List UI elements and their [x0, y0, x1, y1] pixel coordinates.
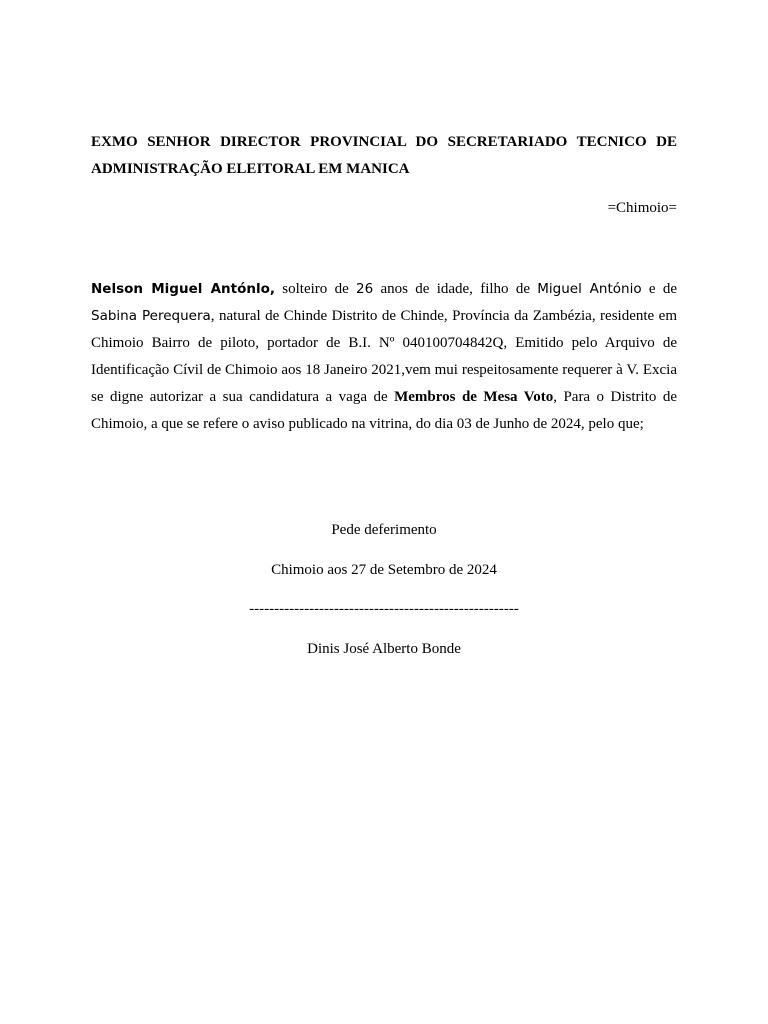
- heading-line-2: ADMINISTRAÇÃO ELEITORAL EM MANICA: [91, 161, 410, 177]
- date-line: Chimoio aos 27 de Setembro de 2024: [271, 562, 497, 578]
- body-text-3: e de: [641, 281, 677, 297]
- body-text-4: , natural de Chinde Distrito de Chinde, Província da Zambézia, residente em Chimoio Bairro de piloto, portador de B.I. Nº 040100704842Q, Emitido pelo Arquivo de Identificação Cívil de Chimoio aos 18 Janeiro 2021,vem mui respeitosamente requerer à V. Excia se digne autorizar a sua candidatura a vaga de: [91, 308, 677, 405]
- body-text-1: solteiro de: [275, 281, 357, 297]
- signature-line: ------------------------------------------------------: [249, 601, 519, 617]
- position-applied: Membros de Mesa Voto: [394, 389, 554, 405]
- letter-heading: [91, 129, 677, 183]
- heading-line-1: EXMO SENHOR DIRECTOR PROVINCIAL DO SECRETARIADO TECNICO DE: [91, 134, 677, 150]
- applicant-age: 26: [356, 281, 374, 297]
- letter-body: [91, 276, 677, 438]
- signatory-name: Dinis José Alberto Bonde: [307, 641, 461, 657]
- body-text-2: anos de idade, filho de: [373, 281, 538, 297]
- request-line: Pede deferimento: [331, 522, 437, 538]
- body-text-5: , Para o Distrito de Chimoio, a que se refere o aviso publicado na vitrina, do dia 03 de Junho de 2024, pelo que;: [91, 389, 677, 432]
- mother-name: Sabina Perequera: [91, 308, 211, 324]
- father-name: Miguel António: [537, 281, 642, 297]
- location-line: =Chimoio=: [607, 200, 677, 216]
- applicant-name: Nelson Miguel Antónlo,: [91, 281, 276, 297]
